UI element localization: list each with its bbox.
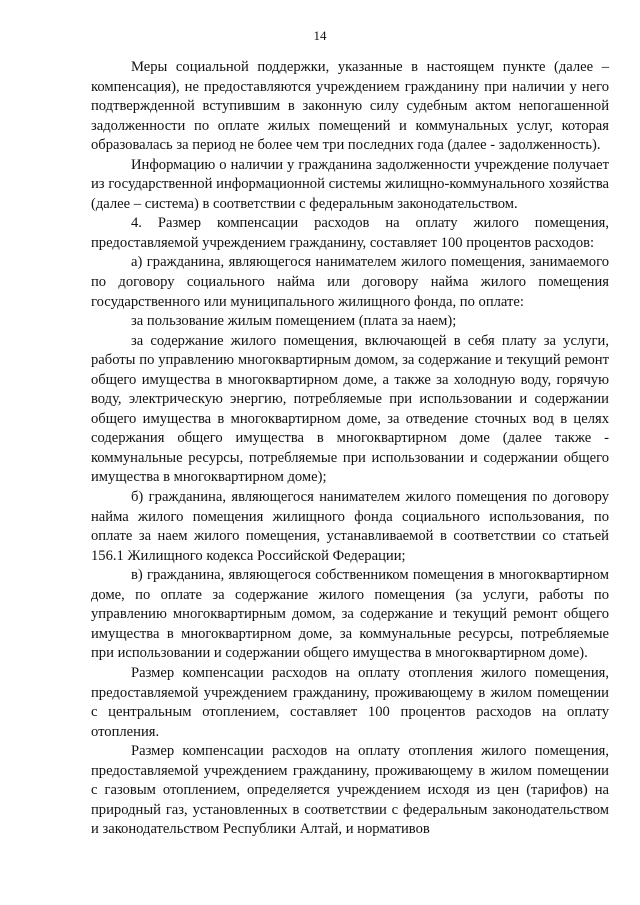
paragraph-maintenance-fee: за содержание жилого помещения, включающей в себя плату за услуги, работы по управлению многоквартирным домом, за содержание и текущий ремонт общего имущества в многоквартирном доме, а также за холодную воду, горячую воду, электрическую энергию, потребляемые при использовании и содержании общего имущества в многоквартирном доме, за отведение сточных вод в целях содержания общего имущества в многоквартирном доме (далее также - коммунальные ресурсы, потребляемые при использовании и содержании общего имущества в многоквартирном доме);: [91, 332, 609, 486]
paragraph-gas-heating: Размер компенсации расходов на оплату отопления жилого помещения, предоставляемой учреждением гражданину, проживающему в жилом помещении с газовым отоплением, определяется учреждением исходя из цен (тарифов) на природный газ, установленных в соответствии с федеральным законодательством и законодательством Республики Алтай, и нормативов: [91, 743, 609, 838]
paragraph-item-v: в) гражданина, являющегося собственником помещения в многоквартирном доме, по оплате за содержание жилого помещения (за услуги, работы по управлению многоквартирным домом, за содержание и текущий ремонт общего имущества в многоквартирном доме, за коммунальные ресурсы, потребляемые при использовании и содержании общего имущества в многоквартирном доме).: [91, 567, 609, 662]
body-text: [91, 58, 609, 840]
paragraph-item-b: б) гражданина, являющегося нанимателем жилого помещения по договору найма жилого помещения жилищного фонда социального использования, по оплате за наем жилого помещения, устанавливаемой в соответствии со статьей 156.1 Жилищного кодекса Российской Федерации;: [91, 489, 609, 564]
page-number: 14: [313, 28, 327, 43]
paragraph-rent-fee: за пользование жилым помещением (плата за наем);: [131, 313, 457, 330]
paragraph-compensation-exclusion: Меры социальной поддержки, указанные в настоящем пункте (далее – компенсация), не предоставляются учреждением гражданину при наличии у него подтвержденной вступившим в законную силу судебным актом непогашенной задолженности по оплате жилых помещений и коммунальных услуг, которая образовалась за период не более чем три последних года (далее - задолженность).: [91, 59, 609, 154]
paragraph-debt-information: Информацию о наличии у гражданина задолженности учреждение получает из государственной информационной системы жилищно-коммунального хозяйства (далее – система) в соответствии с федеральным законодательством.: [91, 156, 609, 212]
paragraph-central-heating: Размер компенсации расходов на оплату отопления жилого помещения, предоставляемой учреждением гражданину, проживающему в жилом помещении с центральным отоплением, составляет 100 процентов расходов на оплату отопления.: [91, 664, 609, 740]
paragraph-clause-4: 4. Размер компенсации расходов на оплату жилого помещения, предоставляемой учреждением гражданину, составляет 100 процентов расходов:: [91, 215, 609, 251]
paragraph-item-a: а) гражданина, являющегося нанимателем жилого помещения, занимаемого по договору социального найма или договору найма жилого помещения государственного или муниципального жилищного фонда, по оплате:: [91, 254, 609, 310]
